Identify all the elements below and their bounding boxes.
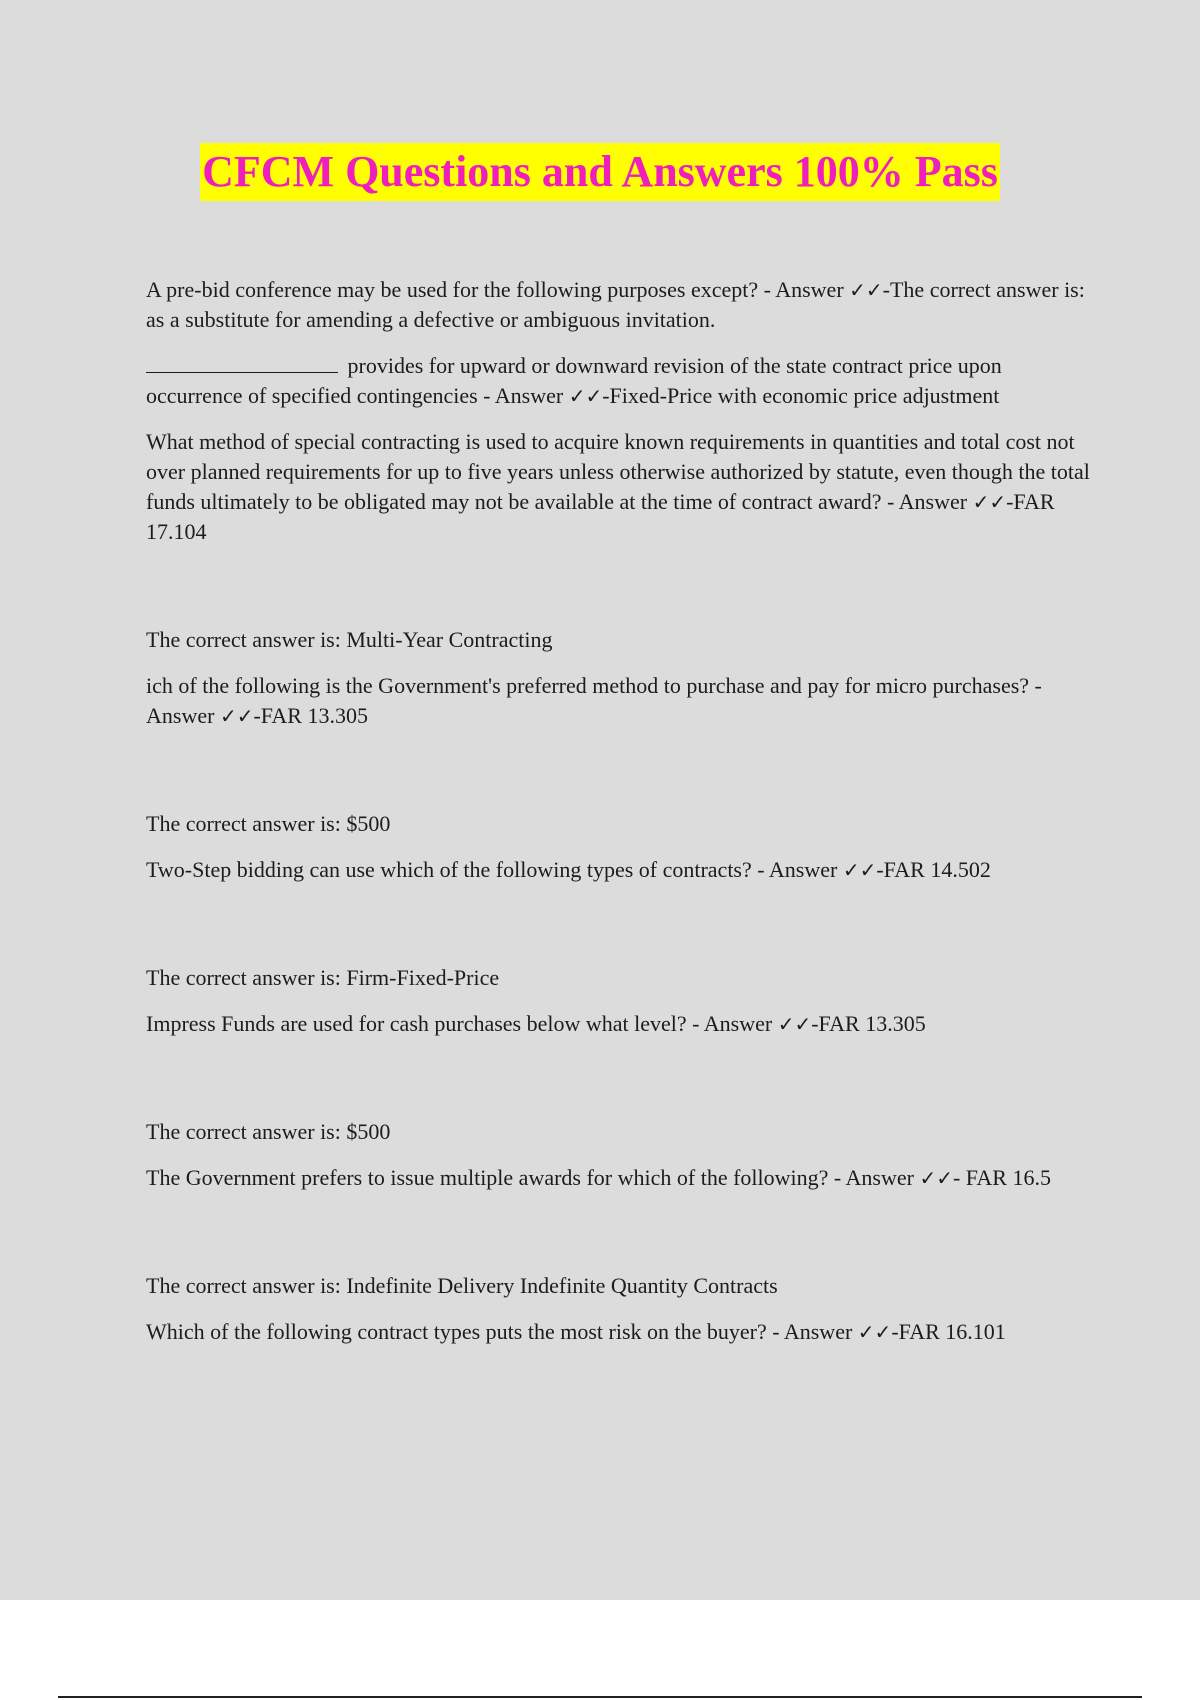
spacer [146, 563, 1091, 625]
check-icon: ✓✓ [842, 858, 877, 882]
check-icon: ✓✓ [777, 1012, 812, 1036]
qa-item-5 [146, 855, 1091, 885]
title-wrap [0, 143, 1200, 201]
question-text: A pre-bid conference may be used for the following purposes except? - Answer [146, 277, 850, 302]
qa-item-1 [146, 275, 1091, 335]
qa-item-4 [146, 671, 1091, 731]
check-icon: ✓✓ [972, 490, 1007, 514]
correct-answer-5: The correct answer is: Firm-Fixed-Price [146, 965, 500, 990]
fill-in-blank [146, 352, 338, 373]
question-text: ich of the following is the Government's preferred method to purchase and pay for micro purchases? - Answer [146, 673, 1042, 728]
check-icon: ✓✓ [857, 1320, 892, 1344]
answer-text: -FAR 17.104 [146, 489, 1055, 544]
spacer [146, 1209, 1091, 1271]
qa-item-2 [146, 351, 1091, 411]
question-text: provides for upward or downward revision of the state contract price upon occurrence of specified contingencies - Answer [146, 353, 1002, 408]
qa-item-8 [146, 1317, 1091, 1347]
footer-divider [58, 1696, 1142, 1698]
correct-answer-4: The correct answer is: $500 [146, 811, 391, 836]
question-text: Impress Funds are used for cash purchases below what level? - Answer [146, 1011, 778, 1036]
qa-item-6 [146, 1009, 1091, 1039]
check-icon: ✓✓ [568, 384, 603, 408]
spacer [146, 1055, 1091, 1117]
check-icon: ✓✓ [849, 278, 883, 302]
answer-text: -FAR 14.502 [876, 857, 991, 882]
correct-answer-7: The correct answer is: Indefinite Delivery Indefinite Quantity Contracts [146, 1273, 778, 1298]
check-icon: ✓✓ [219, 704, 254, 728]
answer-text: -FAR 13.305 [811, 1011, 926, 1036]
answer-text: -The correct answer is: as a substitute for amending a defective or ambiguous invitation. [146, 277, 1085, 332]
correct-answer-3: The correct answer is: Multi-Year Contracting [146, 627, 553, 652]
answer-text: -Fixed-Price with economic price adjustment [602, 383, 1000, 408]
spacer [146, 747, 1091, 809]
answer-text: - FAR 16.5 [952, 1165, 1051, 1190]
check-icon: ✓✓ [919, 1166, 953, 1190]
spacer [146, 901, 1091, 963]
answer-text: -FAR 13.305 [253, 703, 368, 728]
question-text: Two-Step bidding can use which of the following types of contracts? - Answer [146, 857, 843, 882]
question-text: Which of the following contract types puts the most risk on the buyer? - Answer [146, 1319, 858, 1344]
document-title: CFCM Questions and Answers 100% Pass [200, 143, 1000, 201]
question-text: What method of special contracting is used to acquire known requirements in quantities and total cost not over planned requirements for up to five years unless otherwise authorized by statute, even though the total funds ultimately to be obligated may not be available at the time of contract award? - Answer [146, 429, 1090, 514]
qa-item-3 [146, 427, 1091, 547]
question-text: The Government prefers to issue multiple awards for which of the following? - Answer [146, 1165, 920, 1190]
answer-text: -FAR 16.101 [891, 1319, 1006, 1344]
qa-content [146, 275, 1091, 1363]
correct-answer-6: The correct answer is: $500 [146, 1119, 391, 1144]
qa-item-7 [146, 1163, 1091, 1193]
